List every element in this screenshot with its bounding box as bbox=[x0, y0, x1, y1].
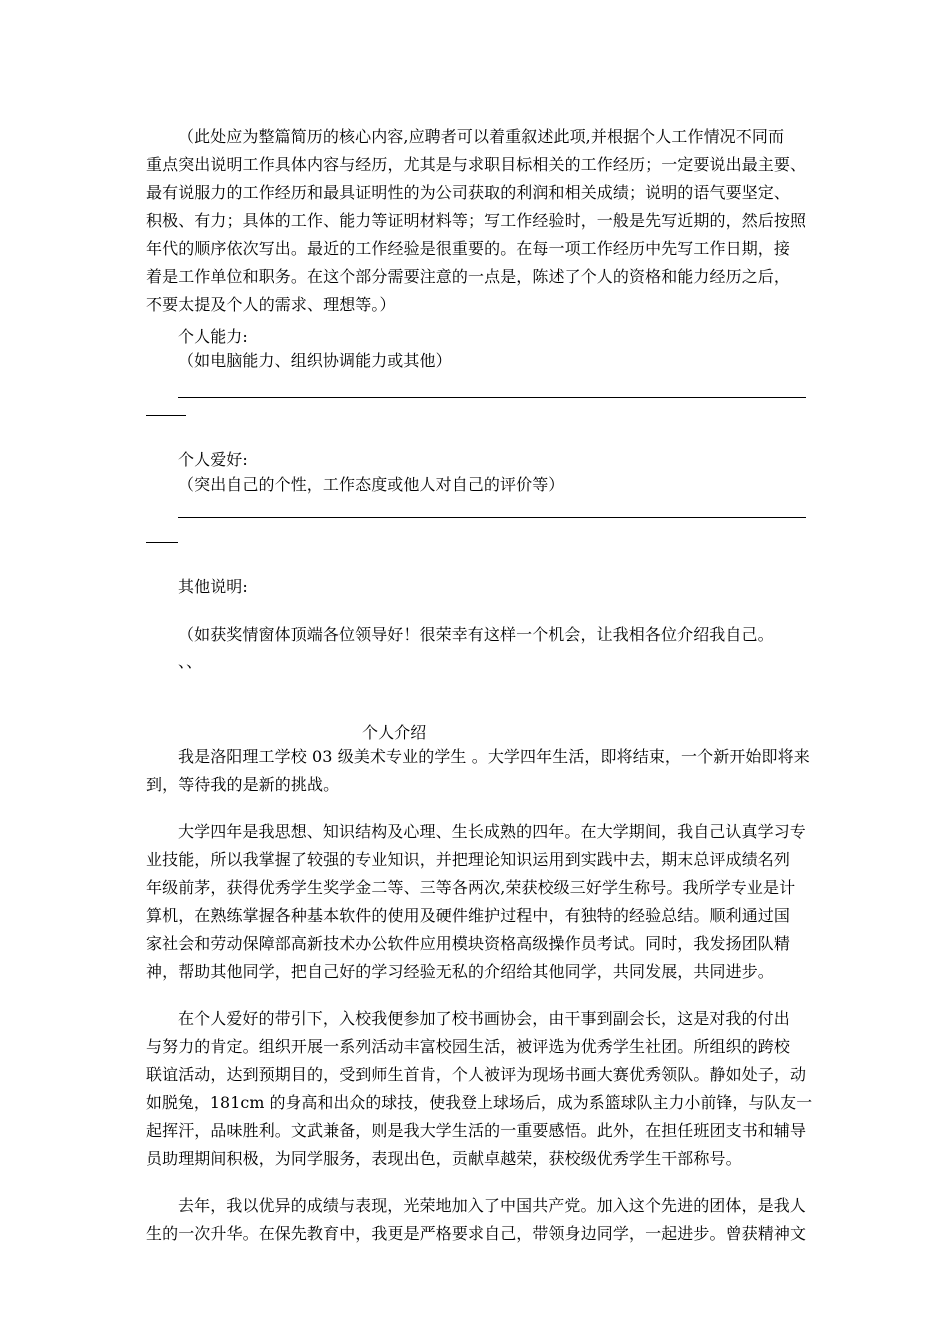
intro-title: 个人介绍 bbox=[362, 723, 427, 742]
other-label: 其他说明: bbox=[178, 577, 248, 596]
intro-paragraph-line: 员助理期间积极，为同学服务，表现出色，贡献卓越荣，获校级优秀学生干部称号。 bbox=[146, 1149, 742, 1168]
intro-paragraph-line: 联谊活动，达到预期目的，受到师生首肯，个人被评为现场书画大赛优秀领队。静如处子，动 bbox=[146, 1065, 807, 1084]
intro-paragraph-line: 我是洛阳理工学校 03 级美术专业的学生 。大学四年生活，即将结束，一个新开始即将来 bbox=[178, 747, 810, 766]
intro-paragraph-line: 起挥汗，品味胜利。文武兼备，则是我大学生活的一重要感悟。此外，在担任班团支书和辅导 bbox=[146, 1121, 807, 1140]
intro-paragraph-line: 在个人爱好的带引下，入校我便参加了校书画协会，由干事到副会长，这是对我的付出 bbox=[178, 1009, 790, 1028]
fill-in-line bbox=[178, 397, 806, 398]
other-text: （如获奖情窗体顶端各位领导好！很荣幸有这样一个机会，让我相各位介绍我自己。 bbox=[178, 625, 774, 644]
intro-paragraph-line: 家社会和劳动保障部高新技术办公软件应用模块资格高级操作员考试。同时，我发扬团队精 bbox=[146, 934, 791, 953]
note-line: 年代的顺序依次写出。最近的工作经验是很重要的。在每一项工作经历中先写工作日期，接 bbox=[146, 239, 791, 258]
ability-hint: （如电脑能力、组织协调能力或其他） bbox=[178, 351, 452, 370]
intro-paragraph-line: 到，等待我的是新的挑战。 bbox=[146, 775, 340, 794]
intro-paragraph-line: 业技能，所以我掌握了较强的专业知识，并把理论知识运用到实践中去，期末总评成绩名列 bbox=[146, 850, 791, 869]
note-line: 积极、有力；具体的工作、能力等证明材料等；写工作经验时，一般是先写近期的，然后按照 bbox=[146, 211, 807, 230]
hobby-hint: （突出自己的个性，工作态度或他人对自己的评价等） bbox=[178, 475, 565, 494]
fill-in-line bbox=[178, 517, 806, 518]
fill-in-line bbox=[146, 415, 186, 416]
fill-in-line bbox=[146, 542, 178, 543]
note-line: 最有说服力的工作经历和最具证明性的为公司获取的利润和相关成绩；说明的语气要坚定、 bbox=[146, 183, 791, 202]
intro-paragraph-line: 生的一次升华。在保先教育中，我更是严格要求自己，带领身边同学，一起进步。曾获精神文 bbox=[146, 1224, 807, 1243]
intro-paragraph-line: 与努力的肯定。组织开展一系列活动丰富校园生活，被评选为优秀学生社团。所组织的跨校 bbox=[146, 1037, 791, 1056]
ability-label: 个人能力: bbox=[178, 327, 248, 346]
intro-paragraph-line: 算机，在熟练掌握各种基本软件的使用及硬件维护过程中，有独特的经验总结。顺利通过国 bbox=[146, 906, 791, 925]
note-line: 不要太提及个人的需求、理想等。） bbox=[146, 295, 396, 314]
intro-paragraph-line: 神，帮助其他同学，把自己好的学习经验无私的介绍给其他同学，共同发展，共同进步。 bbox=[146, 962, 774, 981]
other-text: 、、 bbox=[178, 652, 203, 671]
intro-paragraph-line: 大学四年是我思想、知识结构及心理、生长成熟的四年。在大学期间，我自己认真学习专 bbox=[178, 822, 806, 841]
note-line: 重点突出说明工作具体内容与经历，尤其是与求职目标相关的工作经历；一定要说出最主要、 bbox=[146, 155, 807, 174]
intro-paragraph-line: 年级前茅，获得优秀学生奖学金二等、三等各两次,荣获校级三好学生称号。我所学专业是计 bbox=[146, 878, 796, 897]
note-line: 着是工作单位和职务。在这个部分需要注意的一点是，陈述了个人的资格和能力经历之后， bbox=[146, 267, 791, 286]
intro-paragraph-line: 去年，我以优异的成绩与表现，光荣地加入了中国共产党。加入这个先进的团体，是我人 bbox=[178, 1196, 806, 1215]
intro-paragraph-line: 如脱兔，181cm 的身高和出众的球技，使我登上球场后，成为系篮球队主力小前锋，与队友一 bbox=[146, 1093, 813, 1112]
hobby-label: 个人爱好: bbox=[178, 450, 248, 469]
note-line: （此处应为整篇简历的核心内容,应聘者可以着重叙述此项,并根据个人工作情况不同而 bbox=[178, 127, 785, 146]
